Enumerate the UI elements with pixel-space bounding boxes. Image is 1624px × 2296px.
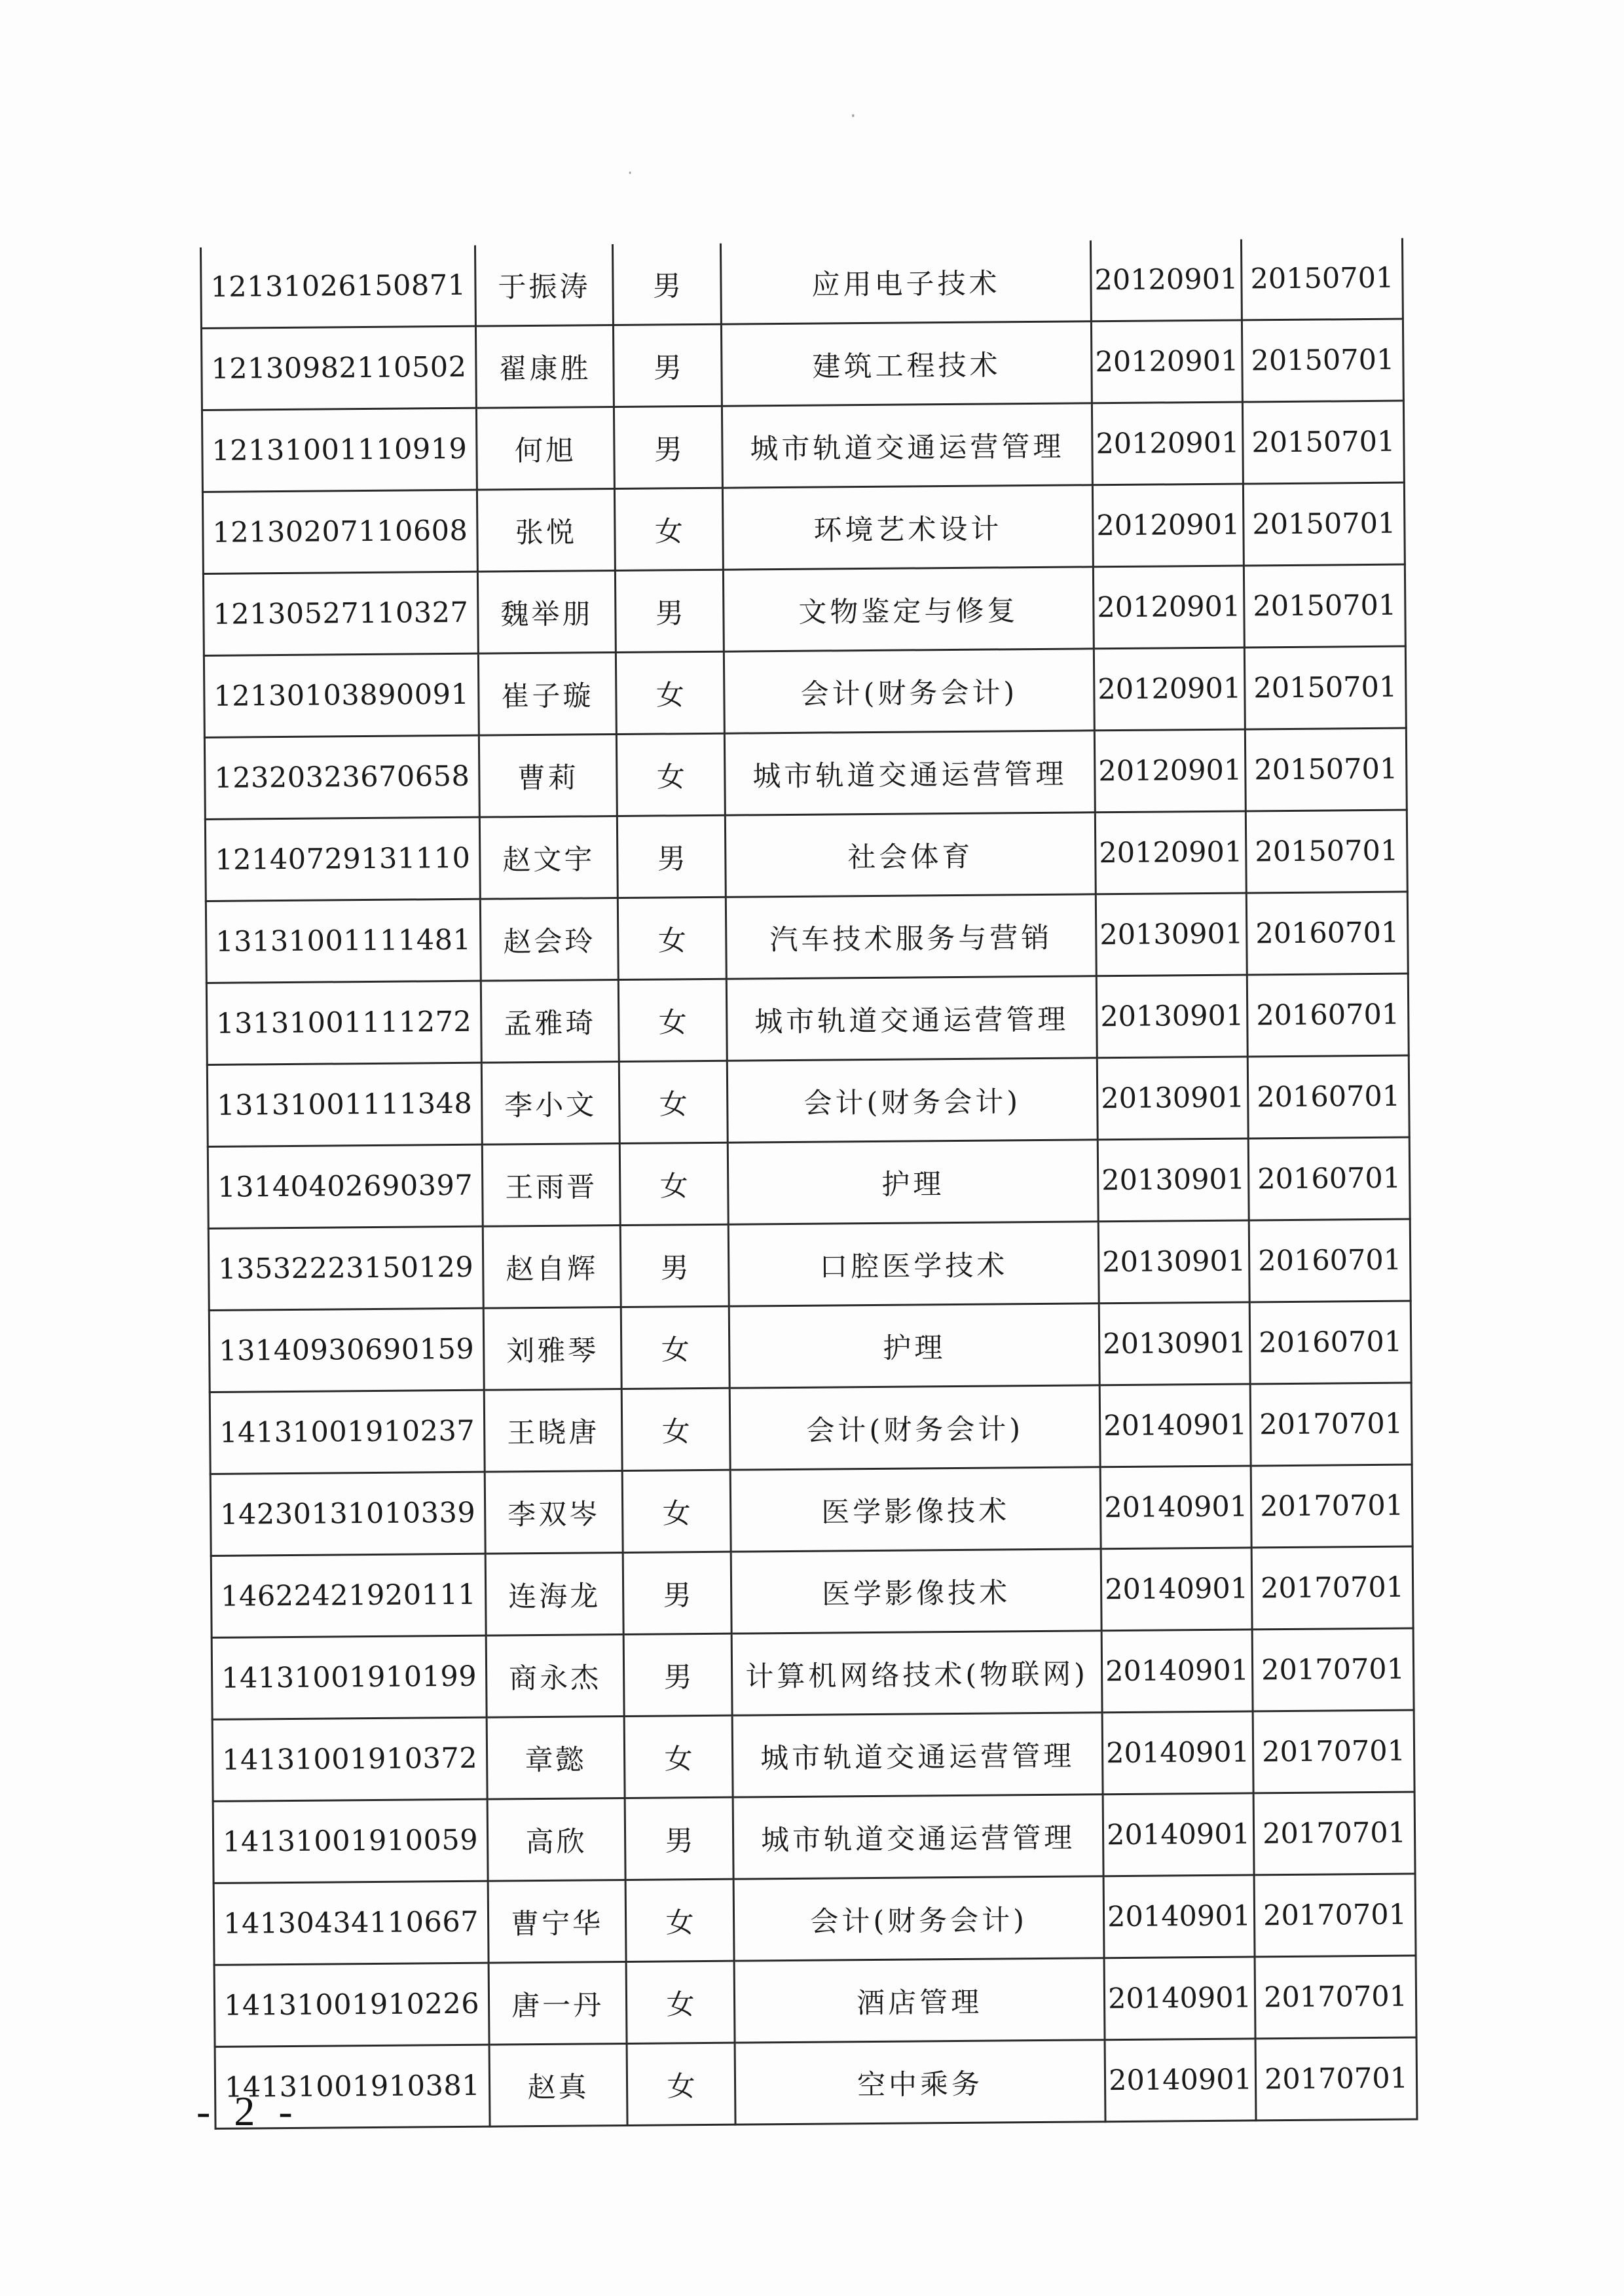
student-name-cell: 曹莉 [479, 735, 617, 818]
enrollment-date-cell: 20140901 [1101, 1630, 1253, 1713]
major-cell: 护理 [728, 1140, 1098, 1224]
gender-cell: 女 [619, 1061, 728, 1143]
major-cell: 医学影像技术 [730, 1467, 1101, 1552]
student-id-cell: 14131001910381 [215, 2045, 490, 2128]
gender-cell: 女 [621, 1388, 730, 1470]
student-name-cell: 崔子璇 [478, 653, 616, 736]
student-id-cell: 14230131010339 [210, 1472, 485, 1556]
gender-cell: 女 [616, 651, 724, 734]
graduation-date-cell: 20150701 [1242, 401, 1404, 484]
enrollment-date-cell: 20120901 [1094, 729, 1246, 812]
graduation-date-cell: 20160701 [1246, 892, 1408, 975]
gender-cell: 男 [623, 1552, 731, 1634]
student-name-cell: 高欣 [487, 1798, 625, 1881]
enrollment-date-cell: 20120901 [1093, 566, 1244, 649]
student-id-cell: 13140402690397 [208, 1144, 483, 1228]
graduation-date-cell: 20150701 [1243, 483, 1405, 566]
table-row [201, 319, 1403, 410]
student-id-cell: 14131001910237 [210, 1390, 485, 1474]
student-id-cell: 12130103890091 [204, 653, 479, 737]
table-row [213, 1792, 1415, 1883]
gender-cell: 女 [616, 733, 725, 816]
student-roster-table [200, 238, 1418, 2130]
gender-cell: 男 [615, 570, 724, 652]
student-id-cell: 14131001910059 [213, 1799, 488, 1883]
page-number: - 2 - [196, 2088, 299, 2134]
student-id-cell: 14131001910372 [212, 1717, 487, 1801]
enrollment-date-cell: 20120901 [1090, 240, 1242, 321]
table-row [209, 1301, 1411, 1392]
graduation-date-cell: 20170701 [1255, 2037, 1417, 2121]
graduation-date-cell: 20150701 [1246, 810, 1407, 893]
enrollment-date-cell: 20120901 [1092, 402, 1243, 485]
student-name-cell: 张悦 [477, 489, 615, 572]
student-name-cell: 刘雅琴 [483, 1307, 621, 1390]
scan-speck: · [627, 164, 633, 183]
graduation-date-cell: 20160701 [1249, 1301, 1411, 1384]
student-name-cell: 王晓唐 [484, 1389, 622, 1472]
enrollment-date-cell: 20140901 [1104, 1957, 1255, 2040]
student-name-cell: 翟康胜 [475, 325, 614, 409]
enrollment-date-cell: 20140901 [1100, 1466, 1251, 1549]
student-name-cell: 章懿 [487, 1716, 625, 1799]
table-row [210, 1465, 1412, 1556]
table-row [211, 1546, 1413, 1637]
student-name-cell: 曹宁华 [488, 1880, 626, 1963]
enrollment-date-cell: 20140901 [1105, 2039, 1256, 2122]
roster-body [200, 238, 1417, 2129]
graduation-date-cell: 20170701 [1253, 1710, 1414, 1793]
student-id-cell: 12130527110327 [203, 572, 478, 655]
gender-cell: 女 [625, 1879, 734, 1961]
gender-cell: 女 [621, 1306, 729, 1389]
enrollment-date-cell: 20120901 [1092, 484, 1244, 567]
student-id-cell: 13131001111481 [206, 899, 481, 983]
graduation-date-cell: 20170701 [1251, 1546, 1413, 1630]
graduation-date-cell: 20150701 [1242, 319, 1403, 402]
table-row [206, 974, 1409, 1065]
student-name-cell: 魏举朋 [477, 571, 616, 654]
table-row [212, 1628, 1414, 1719]
table-row [206, 892, 1408, 983]
student-name-cell: 商永杰 [486, 1634, 624, 1717]
graduation-date-cell: 20170701 [1254, 1874, 1416, 1957]
major-cell: 会计(财务会计) [724, 649, 1094, 733]
major-cell: 环境艺术设计 [722, 485, 1093, 570]
student-id-cell: 14131001910199 [212, 1635, 487, 1719]
student-name-cell: 赵会玲 [480, 898, 618, 981]
major-cell: 城市轨道交通运营管理 [726, 976, 1097, 1061]
major-cell: 护理 [729, 1303, 1099, 1388]
gender-cell: 男 [614, 406, 722, 488]
graduation-date-cell: 20160701 [1247, 1055, 1409, 1139]
enrollment-date-cell: 20120901 [1095, 811, 1246, 894]
major-cell: 城市轨道交通运营管理 [732, 1713, 1103, 1797]
student-id-cell: 12131026150871 [200, 246, 475, 329]
student-id-cell: 14131001910226 [214, 1963, 489, 2047]
major-cell: 汽车技术服务与营销 [726, 894, 1096, 979]
table-row [213, 1874, 1416, 1965]
student-name-cell: 何旭 [476, 407, 614, 490]
gender-cell: 女 [619, 1142, 728, 1225]
student-id-cell: 12140729131110 [205, 817, 480, 901]
gender-cell: 男 [613, 324, 722, 407]
student-name-cell: 连海龙 [485, 1552, 623, 1635]
table-row [202, 483, 1405, 574]
table-row [208, 1219, 1411, 1310]
student-name-cell: 赵真 [489, 2043, 627, 2126]
major-cell: 建筑工程技术 [721, 321, 1092, 406]
gender-cell: 女 [618, 897, 726, 979]
scan-speck: · [850, 105, 857, 128]
student-id-cell: 13131001111348 [207, 1063, 482, 1146]
enrollment-date-cell: 20140901 [1101, 1548, 1252, 1631]
graduation-date-cell: 20170701 [1252, 1628, 1414, 1711]
enrollment-date-cell: 20130901 [1098, 1139, 1249, 1222]
student-name-cell: 孟雅琦 [481, 980, 619, 1063]
gender-cell: 男 [612, 244, 721, 325]
enrollment-date-cell: 20130901 [1099, 1302, 1250, 1385]
graduation-date-cell: 20150701 [1245, 728, 1407, 811]
gender-cell: 女 [626, 1961, 735, 2043]
student-id-cell: 14130434110667 [213, 1881, 489, 1965]
enrollment-date-cell: 20120901 [1094, 647, 1245, 731]
table-row [204, 646, 1406, 737]
enrollment-date-cell: 20140901 [1103, 1875, 1255, 1958]
major-cell: 计算机网络技术(物联网) [731, 1631, 1102, 1715]
enrollment-date-cell: 20130901 [1096, 975, 1247, 1058]
student-id-cell: 12320323670658 [204, 735, 479, 819]
gender-cell: 女 [618, 979, 727, 1061]
table-row [207, 1055, 1409, 1146]
student-name-cell: 唐一丹 [489, 1961, 627, 2045]
graduation-date-cell: 20150701 [1241, 238, 1403, 320]
graduation-date-cell: 20170701 [1251, 1465, 1412, 1548]
student-id-cell: 12130207110608 [202, 490, 477, 574]
table-row [204, 728, 1407, 819]
student-name-cell: 李小文 [481, 1062, 619, 1145]
major-cell: 城市轨道交通运营管理 [724, 731, 1095, 815]
table-row [212, 1710, 1414, 1801]
major-cell: 口腔医学技术 [728, 1222, 1099, 1306]
major-cell: 社会体育 [725, 812, 1096, 897]
enrollment-date-cell: 20130901 [1098, 1220, 1249, 1303]
gender-cell: 女 [622, 1470, 731, 1552]
student-id-cell: 12131001110919 [202, 408, 477, 492]
student-name-cell: 李双岑 [485, 1470, 623, 1554]
table-row [214, 1956, 1416, 2047]
table-row [205, 810, 1407, 901]
student-name-cell: 赵自辉 [483, 1226, 621, 1309]
gender-cell: 女 [627, 2043, 735, 2125]
enrollment-date-cell: 20130901 [1097, 1057, 1248, 1140]
gender-cell: 女 [624, 1715, 733, 1798]
graduation-date-cell: 20170701 [1253, 1792, 1415, 1875]
gender-cell: 男 [617, 815, 726, 898]
major-cell: 应用电子技术 [720, 240, 1091, 324]
table-row [215, 2037, 1417, 2128]
enrollment-date-cell: 20140901 [1099, 1384, 1251, 1467]
major-cell: 酒店管理 [734, 1958, 1105, 2043]
graduation-date-cell: 20160701 [1249, 1219, 1411, 1302]
graduation-date-cell: 20170701 [1255, 1956, 1416, 2039]
gender-cell: 女 [614, 488, 723, 570]
graduation-date-cell: 20150701 [1244, 646, 1406, 729]
major-cell: 城市轨道交通运营管理 [722, 403, 1092, 488]
student-id-cell: 13140930690159 [209, 1308, 484, 1392]
major-cell: 文物鉴定与修复 [723, 567, 1094, 651]
enrollment-date-cell: 20140901 [1102, 1711, 1253, 1795]
major-cell: 城市轨道交通运营管理 [733, 1795, 1103, 1879]
major-cell: 会计(财务会计) [729, 1385, 1100, 1470]
student-id-cell: 13131001111272 [206, 981, 481, 1065]
student-id-cell: 14622421920111 [211, 1554, 486, 1637]
table-row [210, 1383, 1412, 1474]
student-name-cell: 王雨晋 [482, 1144, 620, 1227]
table-row [203, 564, 1405, 655]
graduation-date-cell: 20160701 [1247, 974, 1409, 1057]
major-cell: 医学影像技术 [731, 1549, 1101, 1633]
graduation-date-cell: 20150701 [1244, 564, 1405, 647]
table-row [208, 1137, 1410, 1228]
student-id-cell: 12130982110502 [201, 326, 476, 410]
gender-cell: 男 [625, 1797, 733, 1880]
student-id-cell: 13532223150129 [208, 1226, 483, 1310]
gender-cell: 男 [620, 1224, 729, 1307]
enrollment-date-cell: 20140901 [1103, 1793, 1254, 1876]
table-row [202, 401, 1404, 492]
table-row [200, 238, 1403, 329]
major-cell: 会计(财务会计) [727, 1058, 1098, 1142]
graduation-date-cell: 20160701 [1248, 1137, 1410, 1220]
gender-cell: 男 [623, 1633, 732, 1716]
enrollment-date-cell: 20130901 [1096, 893, 1247, 976]
student-name-cell: 赵文宇 [479, 816, 618, 900]
graduation-date-cell: 20170701 [1250, 1383, 1412, 1466]
student-name-cell: 于振涛 [475, 244, 613, 326]
enrollment-date-cell: 20120901 [1091, 320, 1242, 403]
major-cell: 会计(财务会计) [733, 1876, 1104, 1961]
major-cell: 空中乘务 [735, 2040, 1105, 2124]
